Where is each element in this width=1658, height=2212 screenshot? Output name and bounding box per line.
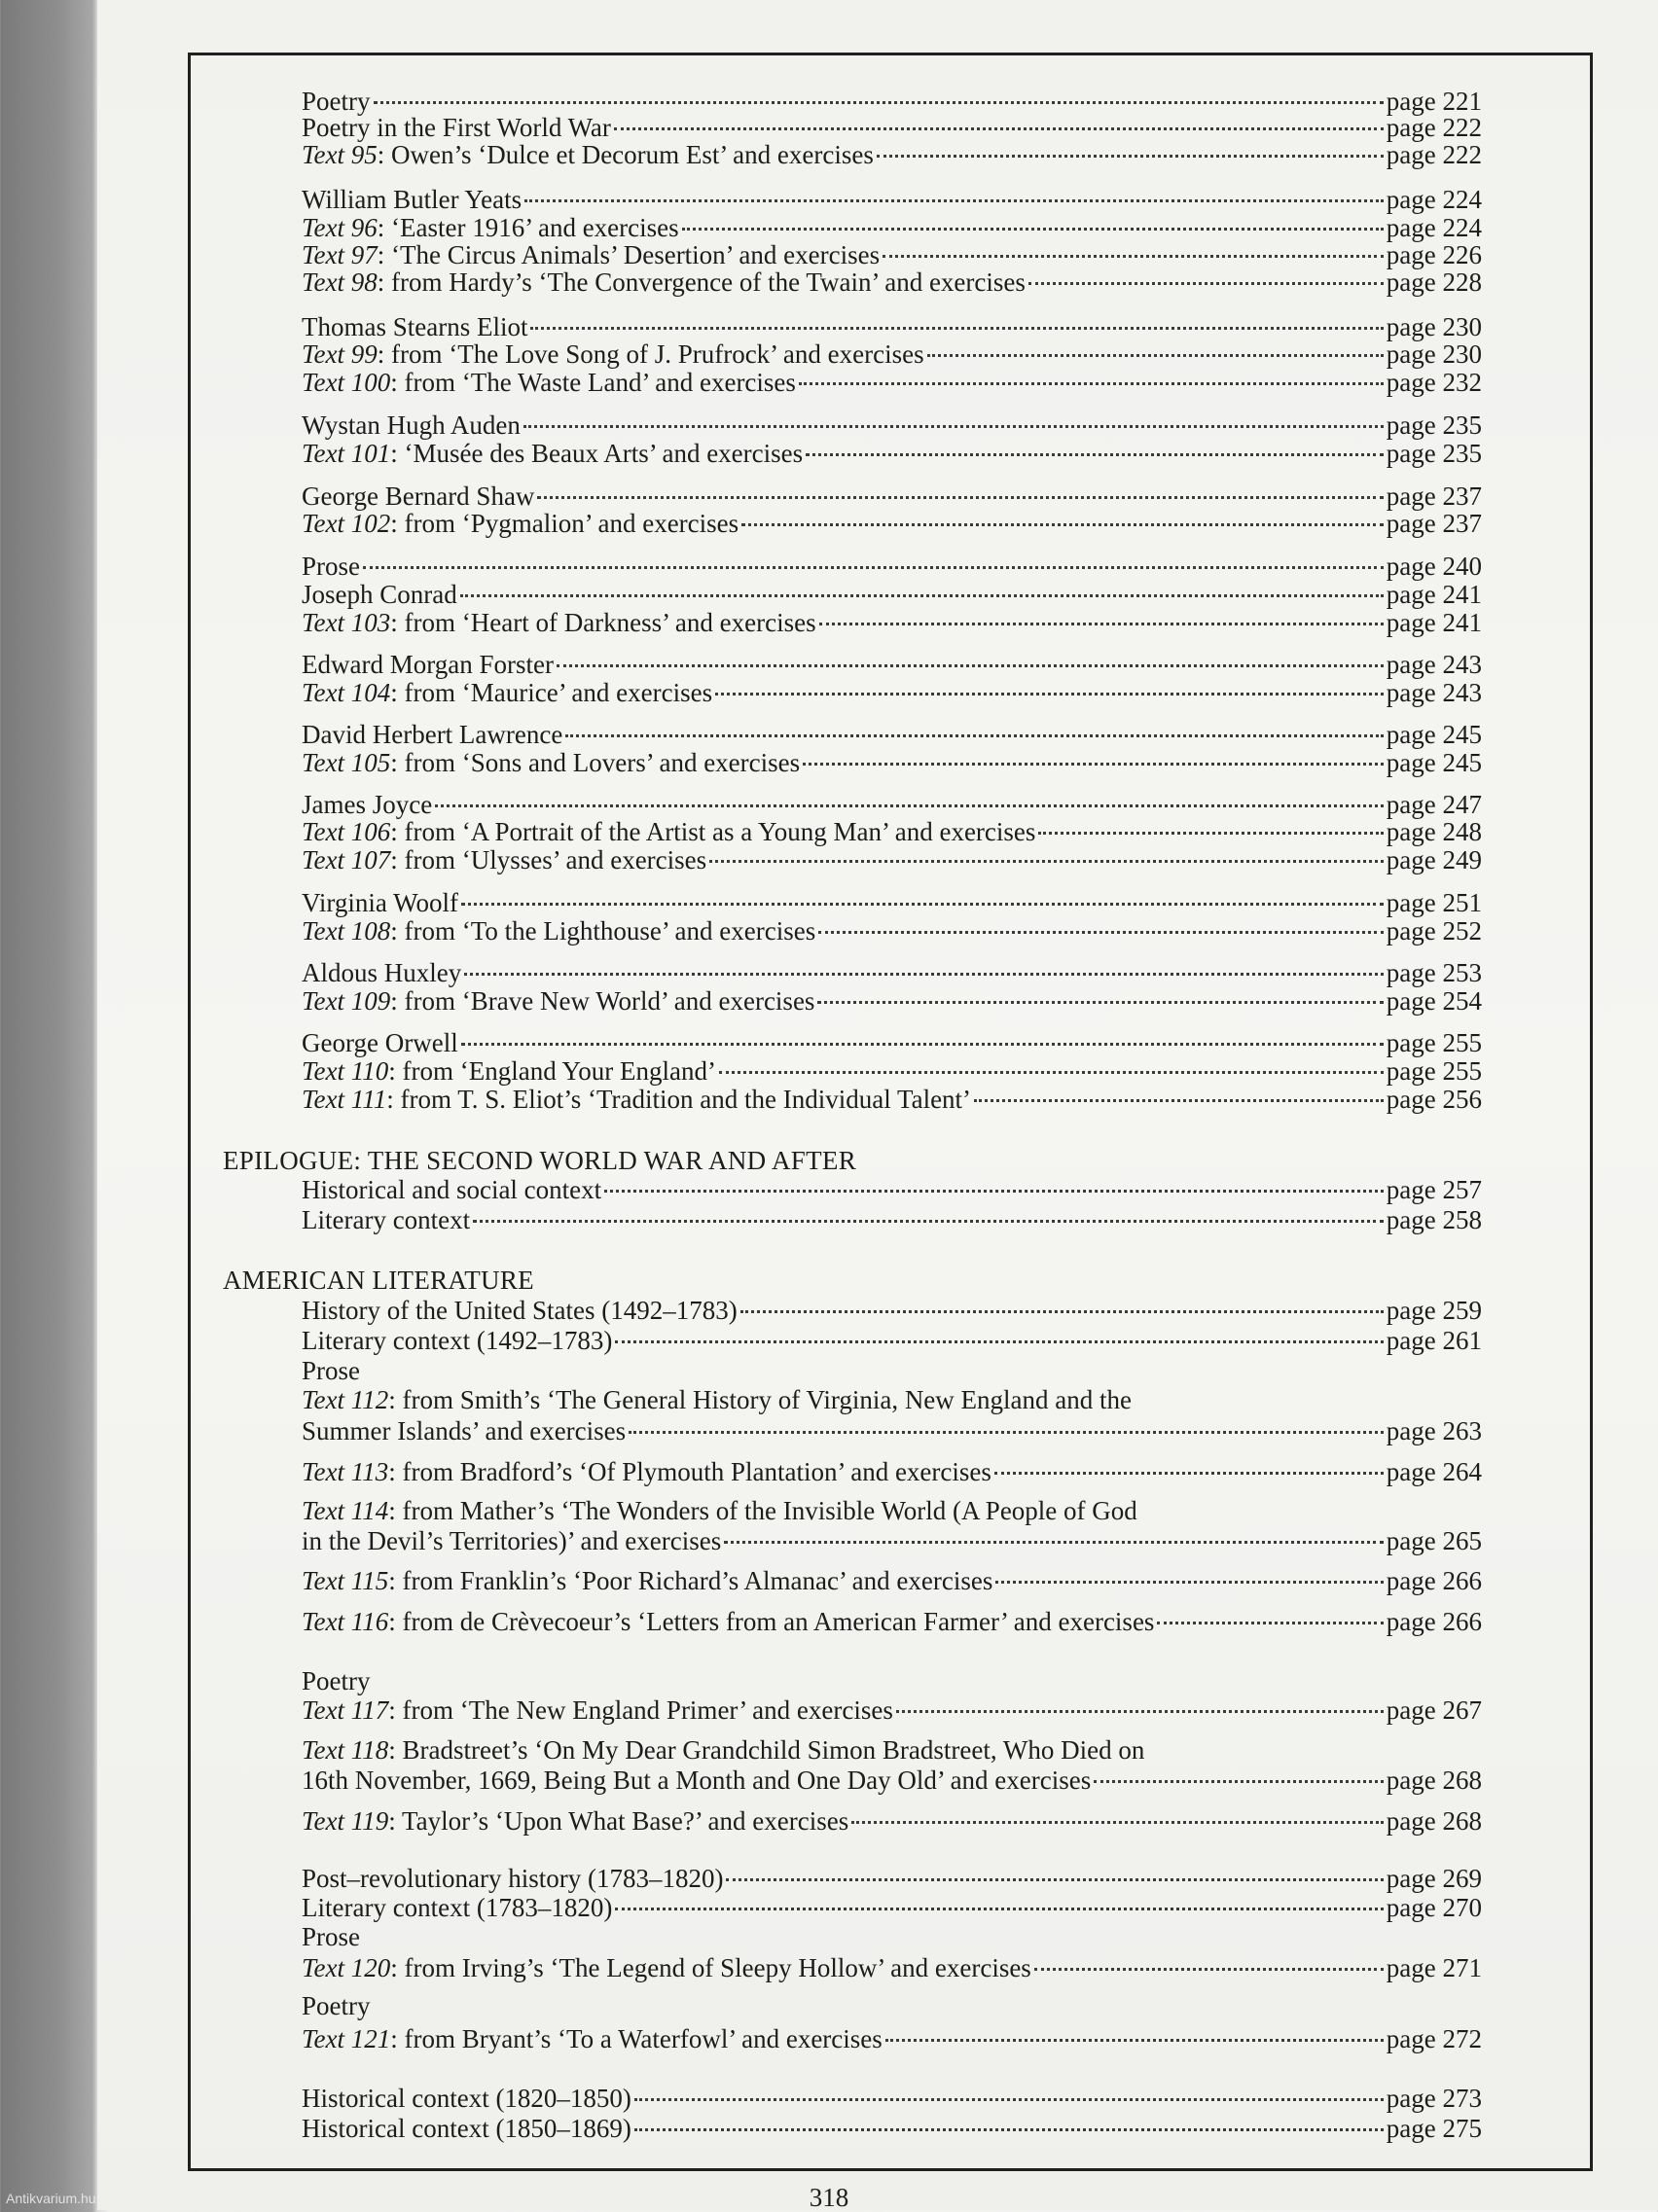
- toc-entry: Text 102: from ‘Pygmalion’ and exercises page 237: [302, 509, 1482, 538]
- toc-entry-line: Text 114: from Mather’s ‘The Wonders of the Invisible World (A People of God: [302, 1496, 1137, 1525]
- watermark: Antikvarium.hu: [6, 2191, 96, 2206]
- toc-entry: Text 104: from ‘Maurice’ and exercises page 243: [302, 678, 1482, 707]
- toc-entry: 16th November, 1669, Being But a Month and One Day Old’ and exercises page 268: [302, 1766, 1482, 1795]
- toc-entry: Text 110: from ‘England Your England’ page 255: [302, 1056, 1482, 1086]
- toc-entry: Literary context (1783–1820) page 270: [302, 1893, 1482, 1922]
- subsection-label: Prose: [302, 1356, 360, 1385]
- toc-entry: Historical and social context page 257: [302, 1175, 1482, 1204]
- toc-entry: Poetry page 221: [302, 87, 1482, 116]
- toc-entry: William Butler Yeats page 224: [302, 185, 1482, 214]
- toc-entry: Text 100: from ‘The Waste Land’ and exercises page 232: [302, 368, 1482, 397]
- toc-entry: Joseph Conrad page 241: [302, 580, 1482, 609]
- toc-entry: Text 115: from Franklin’s ‘Poor Richard’s Almanac’ and exercises page 266: [302, 1566, 1482, 1595]
- toc-entry: Thomas Stearns Eliot page 230: [302, 312, 1482, 341]
- toc-entry: Historical context (1820–1850) page 273: [302, 2084, 1482, 2113]
- toc-entry: George Bernard Shaw page 237: [302, 482, 1482, 511]
- toc-entry: Literary context (1492–1783) page 261: [302, 1326, 1482, 1355]
- page-number: 318: [809, 2183, 849, 2212]
- toc-entry: Historical context (1850–1869) page 275: [302, 2114, 1482, 2143]
- toc-entry: in the Devil’s Territories)’ and exercises page 265: [302, 1526, 1482, 1555]
- toc-entry: Text 113: from Bradford’s ‘Of Plymouth Plantation’ and exercises page 264: [302, 1457, 1482, 1486]
- section-heading: EPILOGUE: THE SECOND WORLD WAR AND AFTER: [223, 1146, 857, 1175]
- toc-entry: Aldous Huxley page 253: [302, 958, 1482, 987]
- toc-entry: Virginia Woolf page 251: [302, 888, 1482, 917]
- toc-entry: Text 116: from de Crèvecoeur’s ‘Letters from an American Farmer’ and exercises page 266: [302, 1607, 1482, 1636]
- toc-entry: Literary context page 258: [302, 1205, 1482, 1234]
- toc-entry: Text 120: from Irving’s ‘The Legend of Sleepy Hollow’ and exercises page 271: [302, 1953, 1482, 1982]
- toc-entry-line: Text 112: from Smith’s ‘The General History of Virginia, New England and the: [302, 1385, 1132, 1414]
- toc-entry: Text 119: Taylor’s ‘Upon What Base?’ and exercises page 268: [302, 1806, 1482, 1836]
- toc-entry: Wystan Hugh Auden page 235: [302, 410, 1482, 440]
- toc-entry: Edward Morgan Forster page 243: [302, 650, 1482, 679]
- section-heading: AMERICAN LITERATURE: [223, 1266, 534, 1295]
- toc-entry: Text 109: from ‘Brave New World’ and exercises page 254: [302, 986, 1482, 1016]
- toc-entry: Prose page 240: [302, 552, 1482, 581]
- toc-entry: Text 107: from ‘Ulysses’ and exercises page 249: [302, 845, 1482, 874]
- toc-entry: Text 101: ‘Musée des Beaux Arts’ and exercises page 235: [302, 439, 1482, 468]
- subsection-label: Poetry: [302, 1666, 371, 1695]
- toc-entry: Text 108: from ‘To the Lighthouse’ and exercises page 252: [302, 916, 1482, 945]
- toc-entry: Text 117: from ‘The New England Primer’ and exercises page 267: [302, 1695, 1482, 1725]
- toc-entry: History of the United States (1492–1783) page 259: [302, 1296, 1482, 1325]
- toc-entry: Text 99: from ‘The Love Song of J. Prufrock’ and exercises page 230: [302, 339, 1482, 369]
- toc-entry: Post–revolutionary history (1783–1820) page 269: [302, 1864, 1482, 1893]
- toc-entry: James Joyce page 247: [302, 790, 1482, 819]
- toc-entry: Text 105: from ‘Sons and Lovers’ and exercises page 245: [302, 748, 1482, 777]
- toc-entry: Text 111: from T. S. Eliot’s ‘Tradition and the Individual Talent’ page 256: [302, 1085, 1482, 1114]
- toc-entry: Text 103: from ‘Heart of Darkness’ and exercises page 241: [302, 608, 1482, 637]
- subsection-label: Poetry: [302, 1991, 371, 2020]
- toc-entry: Text 97: ‘The Circus Animals’ Desertion’ and exercises page 226: [302, 240, 1482, 269]
- subsection-label: Prose: [302, 1922, 360, 1951]
- toc-entry: Text 121: from Bryant’s ‘To a Waterfowl’ and exercises page 272: [302, 2024, 1482, 2053]
- toc-entry: George Orwell page 255: [302, 1028, 1482, 1057]
- toc-entry: David Herbert Lawrence page 245: [302, 720, 1482, 749]
- toc-entry: Poetry in the First World War page 222: [302, 113, 1482, 142]
- toc-entry: Text 98: from Hardy’s ‘The Convergence of the Twain’ and exercises page 228: [302, 268, 1482, 297]
- toc-entry: Text 96: ‘Easter 1916’ and exercises page 224: [302, 213, 1482, 242]
- toc-entry: Text 95: Owen’s ‘Dulce et Decorum Est’ and exercises page 222: [302, 140, 1482, 169]
- toc-entry: Text 106: from ‘A Portrait of the Artist as a Young Man’ and exercises page 248: [302, 817, 1482, 846]
- toc-entry-line: Text 118: Bradstreet’s ‘On My Dear Grandchild Simon Bradstreet, Who Died on: [302, 1735, 1145, 1765]
- toc-entry: Summer Islands’ and exercises page 263: [302, 1416, 1482, 1445]
